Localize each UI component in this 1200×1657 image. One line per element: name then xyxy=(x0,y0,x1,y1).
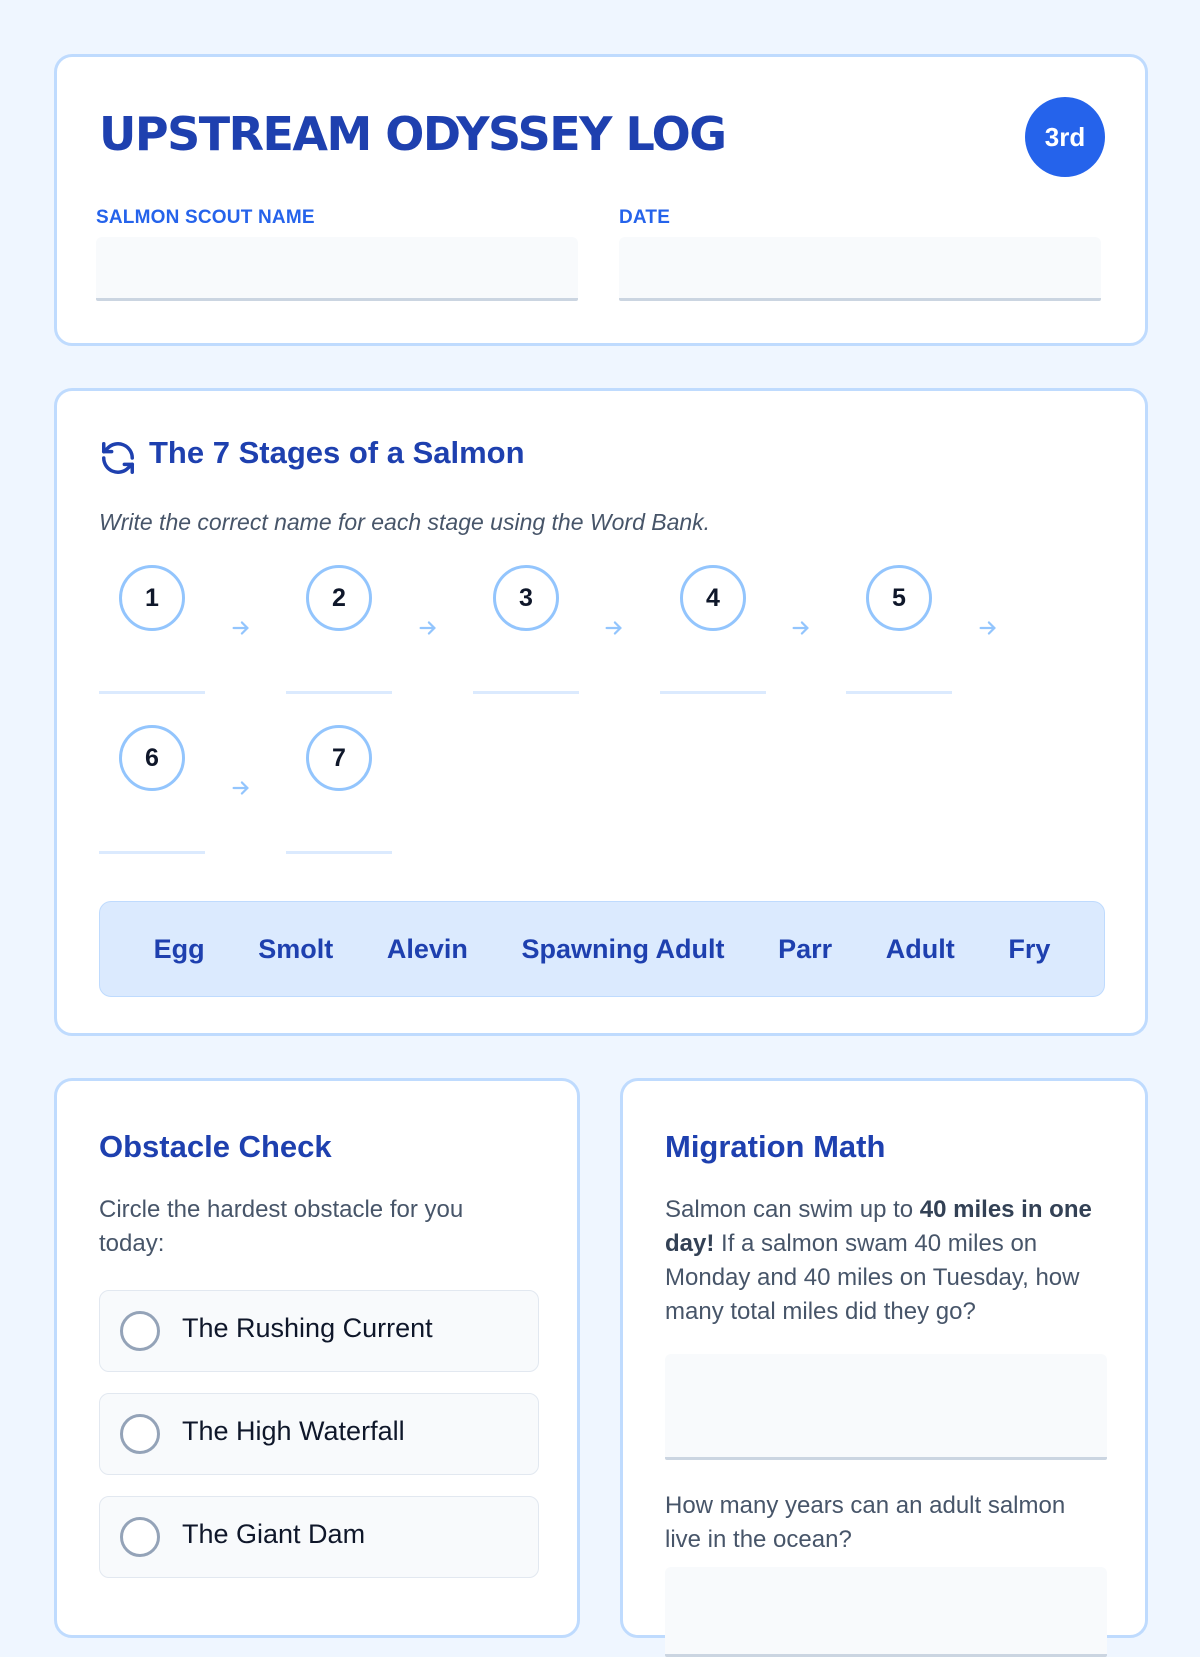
word-bank-item: Egg xyxy=(153,933,205,964)
math-question-1-text: Salmon can swim up to xyxy=(665,1196,920,1223)
stage-2 xyxy=(286,565,394,701)
obstacle-option[interactable] xyxy=(99,1496,539,1578)
stages-title: The 7 Stages of a Salmon xyxy=(149,435,525,470)
scout-name-label: SALMON SCOUT NAME xyxy=(96,207,315,228)
math-answer-1-field[interactable] xyxy=(665,1354,1107,1460)
obstacle-prompt: Circle the hardest obstacle for you today: xyxy=(99,1196,464,1257)
stage-answer-line[interactable] xyxy=(286,691,392,694)
arrow-right-icon xyxy=(230,617,252,639)
stages-card xyxy=(54,388,1148,1036)
radio-circle-icon[interactable] xyxy=(120,1414,160,1454)
math-question-1-text: If a salmon swam 40 miles on Monday and 40 miles on Tuesday, how many total miles did they go? xyxy=(665,1230,1080,1325)
math-title: Migration Math xyxy=(665,1129,886,1164)
word-bank-item: Adult xyxy=(885,933,955,964)
math-question-2: How many years can an adult salmon live in the ocean? xyxy=(665,1492,1066,1553)
stage-number: 4 xyxy=(680,565,746,631)
cycle-icon xyxy=(99,439,137,477)
word-bank-item: Alevin xyxy=(386,933,468,964)
math-question-1 xyxy=(665,1193,1107,1329)
scout-name-field[interactable] xyxy=(96,237,578,301)
obstacle-option-label: The High Waterfall xyxy=(182,1416,405,1446)
stage-number: 6 xyxy=(119,725,185,791)
stage-1 xyxy=(99,565,207,701)
stage-answer-line[interactable] xyxy=(846,691,952,694)
arrow-right-icon xyxy=(603,617,625,639)
obstacle-title: Obstacle Check xyxy=(99,1129,332,1164)
word-bank-item: Parr xyxy=(778,933,833,964)
arrow-right-icon xyxy=(977,617,999,639)
radio-circle-icon[interactable] xyxy=(120,1311,160,1351)
grade-badge: 3rd xyxy=(1025,97,1105,177)
arrow-right-icon xyxy=(230,777,252,799)
date-label: DATE xyxy=(619,207,671,228)
word-bank xyxy=(99,901,1105,997)
word-bank-item: Fry xyxy=(1008,933,1051,964)
worksheet-title: UPSTREAM ODYSSEY LOG xyxy=(99,107,726,161)
stage-number: 1 xyxy=(119,565,185,631)
stage-answer-line[interactable] xyxy=(99,691,205,694)
math-card xyxy=(620,1078,1148,1638)
arrow-right-icon xyxy=(790,617,812,639)
date-field[interactable] xyxy=(619,237,1101,301)
obstacle-option[interactable] xyxy=(99,1393,539,1475)
stages-instructions: Write the correct name for each stage using the Word Bank. xyxy=(99,509,711,535)
obstacle-option-label: The Giant Dam xyxy=(182,1519,366,1549)
stage-5 xyxy=(846,565,954,701)
stage-7 xyxy=(286,725,394,861)
stage-3 xyxy=(473,565,581,701)
obstacle-option-label: The Rushing Current xyxy=(182,1313,433,1343)
math-answer-2-field[interactable] xyxy=(665,1567,1107,1657)
word-bank-item: Smolt xyxy=(258,933,334,964)
stage-answer-line[interactable] xyxy=(99,851,205,854)
stage-answer-line[interactable] xyxy=(660,691,766,694)
stage-6 xyxy=(99,725,207,861)
stage-4 xyxy=(660,565,768,701)
radio-circle-icon[interactable] xyxy=(120,1517,160,1557)
header-card xyxy=(54,54,1148,346)
arrow-right-icon xyxy=(417,617,439,639)
stage-answer-line[interactable] xyxy=(286,851,392,854)
stage-number: 3 xyxy=(493,565,559,631)
stage-number: 7 xyxy=(306,725,372,791)
stage-number: 2 xyxy=(306,565,372,631)
stage-number: 5 xyxy=(866,565,932,631)
math-question-1-emphasis: 40 miles in one day! xyxy=(665,1196,1092,1257)
obstacle-card xyxy=(54,1078,580,1638)
obstacle-option[interactable] xyxy=(99,1290,539,1372)
word-bank-item: Spawning Adult xyxy=(521,933,725,964)
stage-answer-line[interactable] xyxy=(473,691,579,694)
